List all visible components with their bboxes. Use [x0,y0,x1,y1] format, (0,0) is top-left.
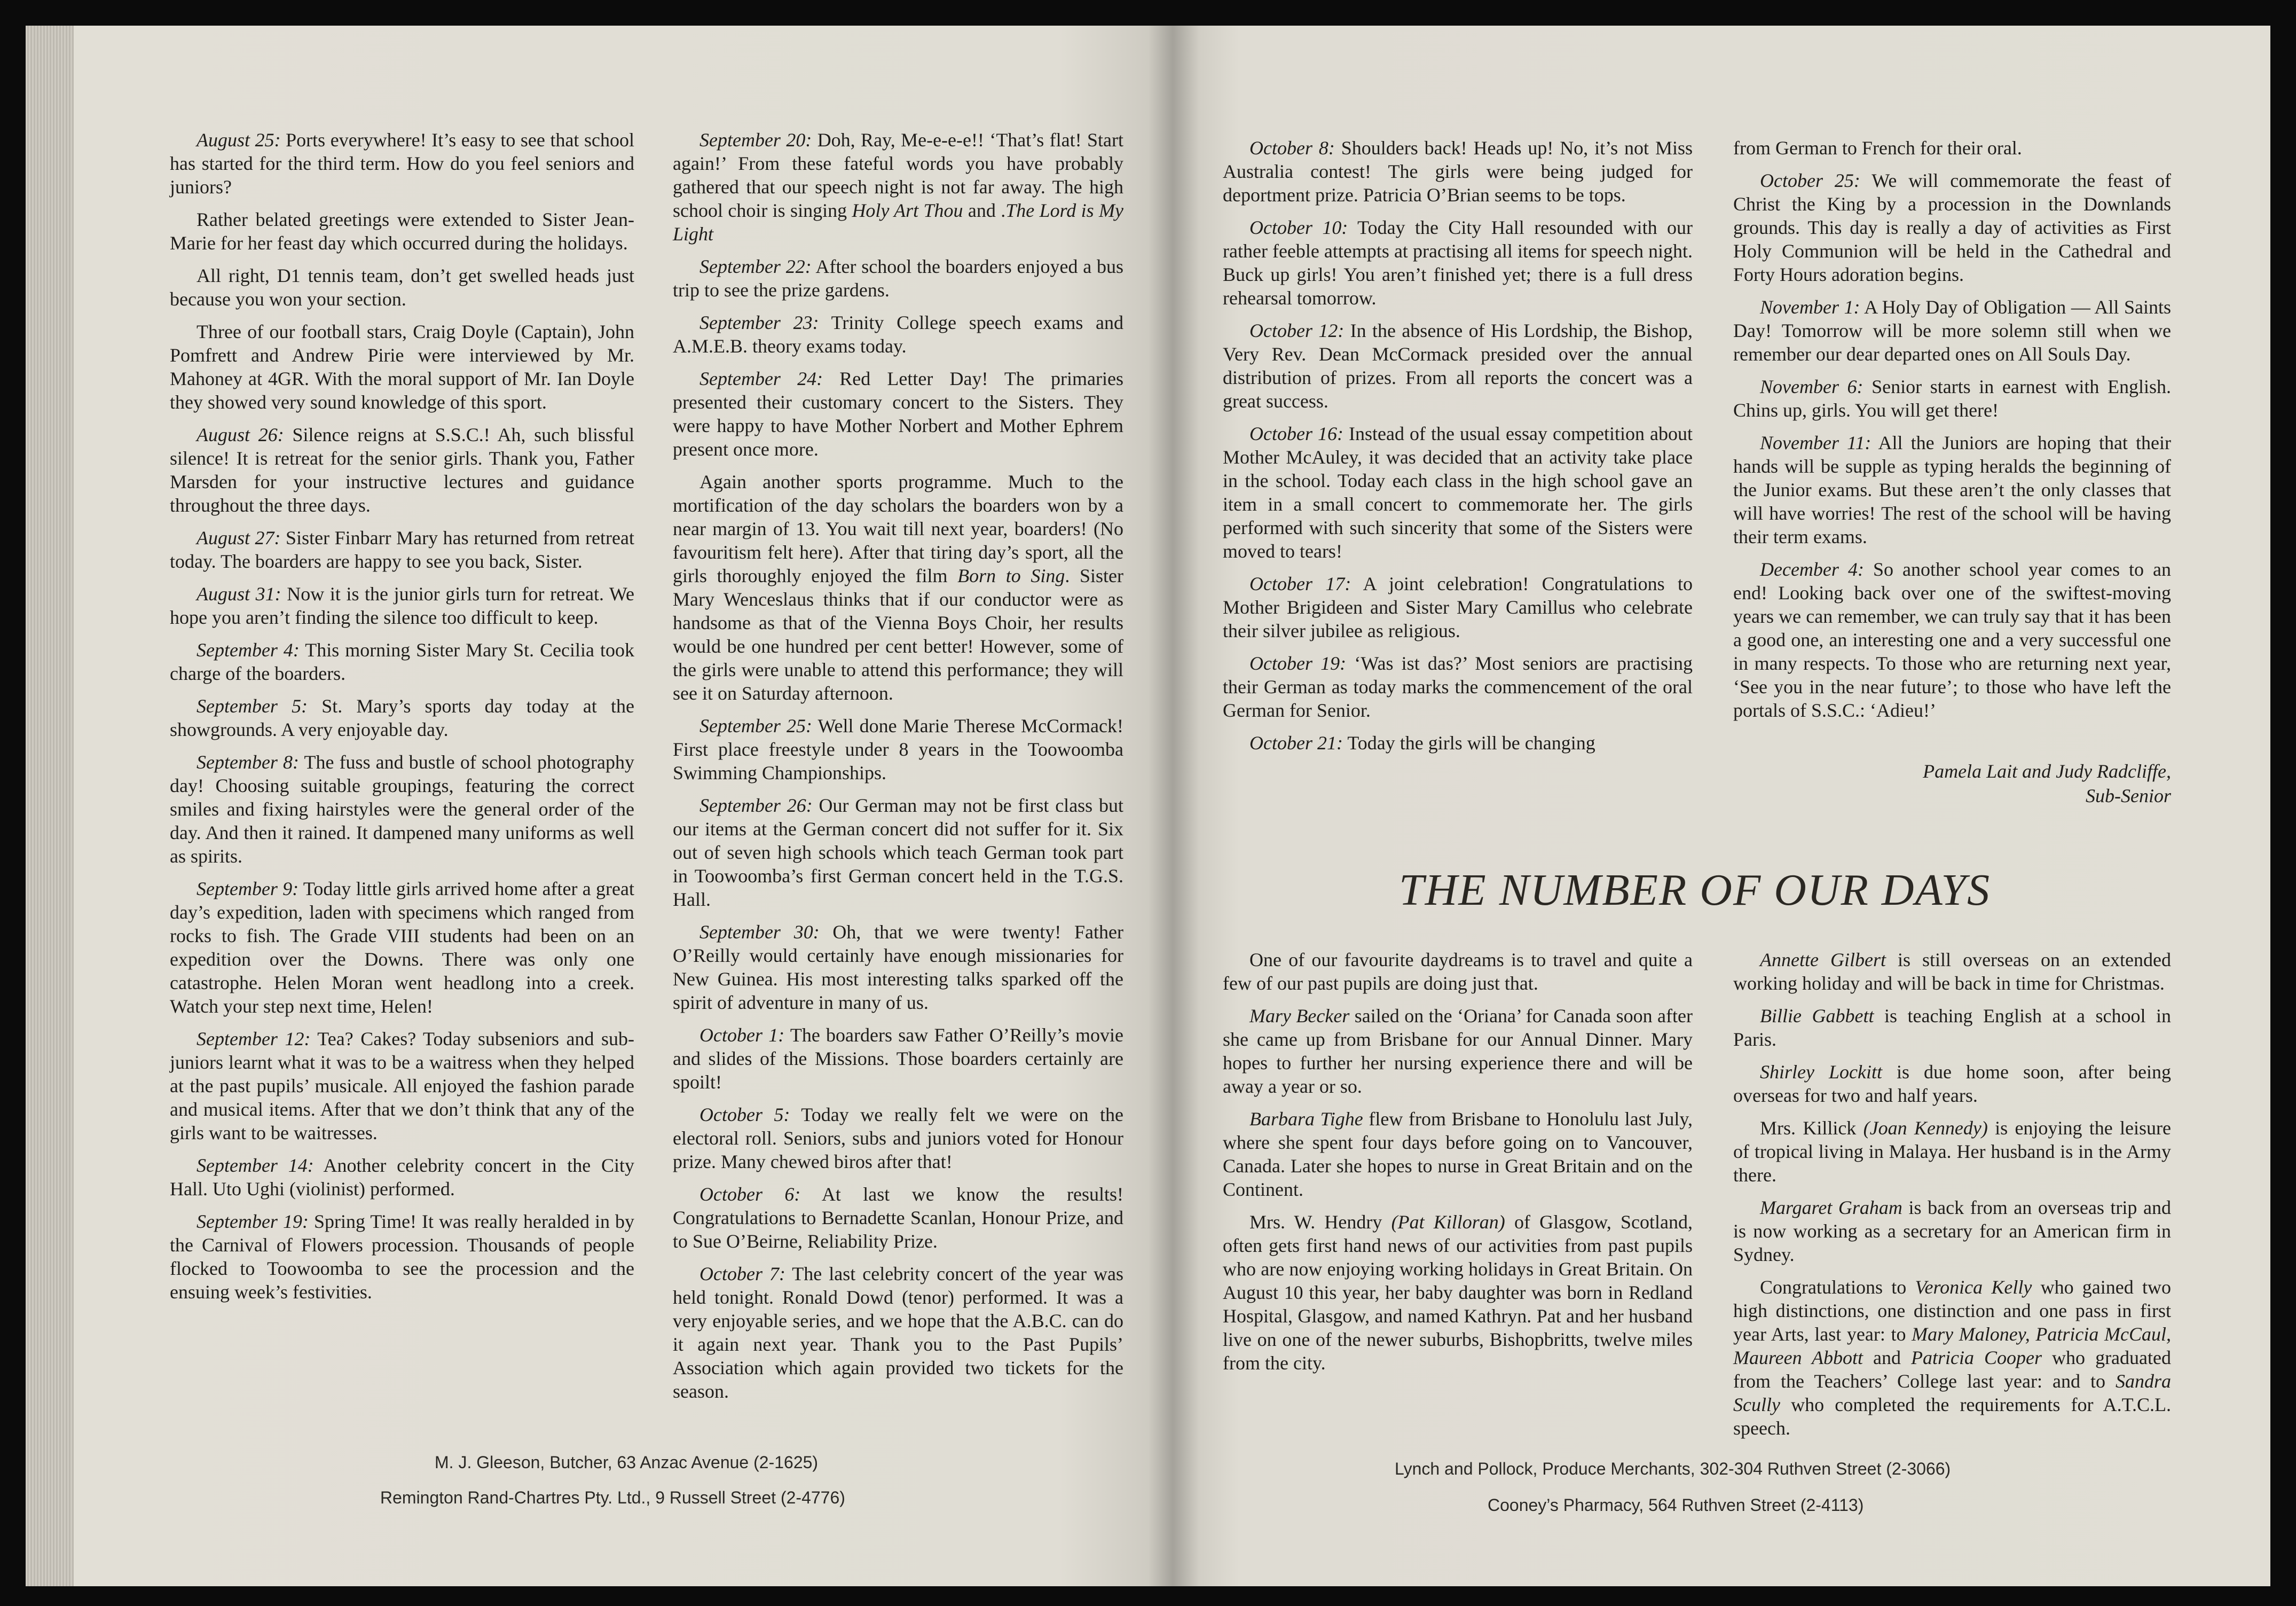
paragraph-text: Congratulations to [1760,1276,1915,1298]
paragraph [170,423,634,517]
paragraph-text: from German to French for their oral. [1733,137,2022,159]
italic-text: (Joan Kennedy) [1863,1117,1988,1139]
signature-block [1733,745,2171,808]
paragraph [1223,319,1693,413]
paragraph-text: Red Letter Day! The primaries presented their customary concert to the Sisters. They were happy to have Mother Norbert and Mother Ephrem present once more. [673,368,1123,460]
paragraph [1223,1107,1693,1201]
entry-date: September 30: [699,921,820,943]
paragraph [170,877,634,1018]
paragraph [170,1154,634,1201]
diary-column-4 [1733,136,2171,731]
pupil-name: Barbara Tighe [1249,1108,1363,1130]
paragraph-text: Today the City Hall resounded with our rather feeble attempts at practising all items for speech night. Buck up girls! You aren’t finished yet; there is a full dress rehearsal tomorrow. [1223,217,1693,309]
paragraph-text: Three of our football stars, Craig Doyle (Captain), John Pomfrett and Andrew Pirie were interviewed by Mr. Mahoney at 4GR. With the moral support of Mr. Ian Doyle they showed very sound knowledge of this sport. [170,321,634,413]
entry-date: September 23: [699,312,819,333]
paragraph [1733,1004,2171,1051]
italic-text: Mary Maloney, Patricia McCaul, Maureen Abbott [1733,1323,2171,1368]
paragraph-text: Sister Finbarr Mary has returned from retreat today. The boarders are happy to see you back, Sister. [170,527,634,572]
entry-date: August 31: [196,583,281,605]
paragraph [170,694,634,741]
entry-date: September 5: [196,695,308,717]
paragraph-text: St. Mary’s sports day today at the showgrounds. A very enjoyable day. [170,695,634,740]
paragraph [1733,1196,2171,1266]
advert-footer-line: Lynch and Pollock, Produce Merchants, 302-304 Ruthven Street (2-3066) [1395,1459,1951,1478]
paragraph [1223,216,1693,310]
paragraph-text: ‘Was ist das?’ Most seniors are practising their German as today marks the commencement of the oral German for Senior. [1223,653,1693,721]
entry-date: September 4: [196,639,300,661]
paragraph-text: The last celebrity concert of the year was held tonight. Ronald Dowd (tenor) performed. It was a very enjoyable series, and we hope that the A.B.C. can do it again next year. Thank you to the Past Pupils’ Association which again provided two tickets for the season. [673,1263,1123,1402]
entry-date: October 12: [1249,320,1344,341]
paragraph-text: Spring Time! It was really heralded in by the Carnival of Flowers procession. Thousands of people flocked to Toowoomba to see the procession and the ensuing week’s festivities. [170,1211,634,1303]
paragraph-text: Again another sports programme. Much to the mortification of the day scholars the boarders won by a near margin of 13. You wait till next year, boarders! (No favouritism felt here). After that tiring day’s sport, all the girls thoroughly enjoyed the film [673,471,1123,586]
past-pupils-column-2 [1733,948,2171,1449]
paragraph-text: Another celebrity concert in the City Hall. Uto Ughi (violinist) performed. [170,1155,634,1200]
section-title: THE NUMBER OF OUR DAYS [1399,865,1991,915]
paragraph [1223,422,1693,563]
paragraph-text: So another school year comes to an end! Looking back over one of the swiftest-moving years we can remember, we can truly say that it has been a good one, an interesting one and a very successful one in many respects. To those who are returning next year, ‘See you in the near future’; to those who have left the portals of S.S.C.: ‘Adieu!’ [1733,559,2171,721]
diary-column-3 [1223,136,1693,764]
diary-column-1 [170,128,634,1313]
paragraph-text: sailed on the ‘Oriana’ for Canada soon after she came up from Brisbane for our Annual Dinner. Mary hopes to further her nursing experience there and will be away a year or so. [1223,1005,1693,1097]
entry-date: October 5: [699,1104,790,1125]
paragraph [673,311,1123,358]
paragraph-text: is enjoying the leisure of tropical living in Malaya. Her husband is in the Army there. [1733,1117,2171,1186]
paragraph-text: All the Juniors are hoping that their hands will be supple as typing heralds the beginning of the Junior exams. But these aren’t the only classes that will have worries! The rest of the school will be having their term exams. [1733,432,2171,547]
entry-date: September 26: [699,795,813,816]
italic-text: Patricia Cooper [1911,1347,2042,1368]
paragraph [170,526,634,573]
entry-date: September 12: [196,1028,311,1049]
entry-date: October 1: [699,1024,785,1046]
book-gutter [1148,26,1199,1586]
paragraph [673,1103,1123,1173]
paragraph-text: Ports everywhere! It’s easy to see that school has started for the third term. How do you feel seniors and juniors? [170,129,634,198]
italic-text: Sandra Scully [1733,1370,2171,1415]
paragraph-text: Instead of the usual essay competition about Mother McAuley, it was decided that an activity take place in the school. Today each class in the high school gave an item in a small concert to commemorate her. The girls performed with such sincerity that some of the Sisters were moved to tears! [1223,423,1693,562]
paragraph [170,208,634,255]
paragraph [1733,1060,2171,1107]
paragraph [1733,1116,2171,1187]
paragraph-text: The boarders saw Father O’Reilly’s movie and slides of the Missions. Those boarders certainly are spoilt! [673,1024,1123,1093]
advert-footer-line: Cooney’s Pharmacy, 564 Ruthven Street (2-4113) [1488,1495,1864,1515]
entry-date: October 7: [699,1263,785,1284]
paragraph-text: Oh, that we were twenty! Father O’Reilly would certainly have enough missionaries for New Guinea. His most interesting talks sparked off the spirit of adventure in many of us. [673,921,1123,1013]
entry-date: September 19: [196,1211,309,1232]
entry-date: September 22: [699,256,812,277]
paragraph [170,1027,634,1145]
paragraph [1223,731,1693,755]
paragraph-text: Rather belated greetings were extended to Sister Jean-Marie for her feast day which occurred during the holidays. [170,209,634,254]
paragraph-text: of Glasgow, Scotland, often gets first hand news of our activities from past pupils who are now enjoying working holidays in Great Britain. On August 10 this year, her baby daughter was born in Redland Hospital, Glasgow, and named Kathryn. Pat and her husband live on one of the newer suburbs, Bishopbritts, twelve miles from the city. [1223,1211,1693,1374]
paragraph-text: Mrs. W. Hendry [1249,1211,1391,1233]
entry-date: September 8: [196,751,300,773]
paragraph-text: All right, D1 tennis team, don’t get swelled heads just because you won your section. [170,265,634,310]
paragraph [1733,1275,2171,1440]
italic-text: Holy Art Thou [852,200,963,221]
paragraph-text: Today the girls will be changing [1342,732,1595,754]
paragraph-text: Today we really felt we were on the electoral roll. Seniors, subs and juniors voted for Honour prize. Many chewed biros after that! [673,1104,1123,1172]
entry-date: September 20: [699,129,812,151]
advert-footer-line: Remington Rand-Chartres Pty. Ltd., 9 Russell Street (2-4776) [380,1488,845,1507]
paragraph-text: Now it is the junior girls turn for retreat. We hope you aren’t finding the silence too difficult to keep. [170,583,634,628]
diary-column-2 [673,128,1123,1412]
paragraph-text: Tea? Cakes? Today subseniors and sub-juniors learnt what it was to be a waitress when they helped at the past pupils’ musicale. All enjoyed the fashion parade and musical items. After that we don’t think that any of the girls want to be waitresses. [170,1028,635,1143]
paragraph [1223,572,1693,643]
entry-date: November 6: [1760,376,1863,397]
paragraph [673,920,1123,1014]
paragraph [170,638,634,685]
paragraph-text: who gained two high distinctions, one distinction and one pass in first year Arts, last year: to [1733,1276,2172,1345]
paragraph-text: Shoulders back! Heads up! No, it’s not Miss Australia contest! The girls were being judged for deportment prize. Patricia O’Brian seems to be tops. [1223,137,1693,206]
pupil-name: Shirley Lockitt [1760,1061,1882,1083]
paragraph [673,1182,1123,1253]
entry-date: October 19: [1249,653,1347,674]
past-pupils-column-1 [1223,948,1693,1384]
paragraph [170,128,634,199]
entry-date: September 9: [196,878,299,899]
entry-date: September 25: [699,715,813,737]
paragraph [1223,1004,1693,1098]
entry-date: November 11: [1760,432,1872,453]
paragraph [673,128,1123,246]
entry-date: October 21: [1249,732,1343,754]
paragraph-text: flew from Brisbane to Honolulu last July, where she spent four days before going on to Vancouver, Canada. Later she hopes to nurse in Great Britain and on the Continent. [1223,1108,1693,1200]
paragraph [1223,1210,1693,1375]
paragraph-text: Silence reigns at S.S.C.! Ah, such blissful silence! It is retreat for the senior girls. Thank you, Father Marsden for your instructive lectures and guidance throughout the three days. [170,424,634,516]
entry-date: October 25: [1760,170,1860,191]
entry-date: August 27: [196,527,281,549]
paragraph-text: We will commemorate the feast of Christ the King by a procession in the Downlands grounds. This day is really a day of activities as First Holy Communion will be held in the Cathedral and Forty Hours adoration begins. [1733,170,2171,285]
paragraph [1223,136,1693,207]
paragraph-text: is still overseas on an extended working holiday and will be back in time for Christmas. [1733,949,2171,994]
paragraph-text: who completed the requirements for A.T.C.L. speech. [1733,1394,2171,1439]
paragraph-text: The fuss and bustle of school photography day! Choosing suitable groupings, featuring the correct smiles and fixing hairstyles were the general order of the day. And then it rained. It dampened many uniforms as well as spirits. [170,751,635,867]
entry-date: October 6: [699,1184,801,1205]
paragraph [1733,431,2171,549]
paragraph [673,1023,1123,1094]
italic-text: Veronica Kelly [1915,1276,2032,1298]
paragraph-text: . Sister Mary Wenceslaus thinks that if our conductor were as handsome as that of the Vienna Boys Choir, her results would be one hundred per cent better! However, some of the girls were unable to attend this performance; they will see it on Saturday afternoon. [673,565,1123,704]
entry-date: November 1: [1760,296,1860,318]
paragraph-text: Senior starts in earnest with English. Chins up, girls. You will get there! [1733,376,2171,421]
paragraph-text: Mrs. Killick [1760,1117,1863,1139]
paragraph [170,750,634,868]
paragraph [1733,169,2171,286]
page-edge-stack [26,26,74,1586]
paragraph [673,1262,1123,1403]
paragraph [673,367,1123,461]
paragraph-text: is back from an overseas trip and is now working as a secretary for an American firm in Sydney. [1733,1197,2172,1265]
paragraph [170,264,634,311]
entry-date: September 14: [196,1155,314,1176]
paragraph-text: Trinity College speech exams and A.M.E.B. theory exams today. [673,312,1123,357]
pupil-name: Annette Gilbert [1760,949,1886,970]
paragraph-text: Our German may not be first class but our items at the German concert did not suffer for it. Six out of seven high schools which teach German took part in Toowoomba’s first German concert held in the T.G.S. Hall. [673,795,1123,910]
paragraph-text: Today little girls arrived home after a great day’s expedition, laden with specimens which ranged from rocks to fish. The Grade VIII students had been on an expedition over the Downs. There was only one catastrophe. Helen Moran went headlong into a creek. Watch your step next time, Helen! [170,878,634,1017]
paragraph-text: A Holy Day of Obligation — All Saints Day! Tomorrow will be more solemn still when we remember our dear departed ones on All Souls Day. [1733,296,2171,365]
signature-authors: Pamela Lait and Judy Radcliffe, [1923,761,2171,782]
entry-date: October 10: [1249,217,1348,238]
paragraph-text: who graduated from the Teachers’ College last year: and to [1733,1347,2171,1392]
paragraph-text: At last we know the results! Congratulations to Bernadette Scanlan, Honour Prize, and to Sue O’Beirne, Reliability Prize. [673,1184,1123,1252]
entry-date: October 17: [1249,573,1351,594]
paragraph-text: Well done Marie Therese McCormack! First place freestyle under 8 years in the Toowoomba Swimming Championships. [673,715,1123,784]
paragraph [170,1210,634,1304]
paragraph-text: . [1001,200,1006,221]
paragraph [1733,136,2171,160]
paragraph-text: and [963,200,1001,221]
advert-footer-line: M. J. Gleeson, Butcher, 63 Anzac Avenue (2-1625) [435,1453,819,1472]
paragraph [673,714,1123,785]
paragraph-text: One of our favourite daydreams is to travel and quite a few of our past pupils are doing just that. [1223,949,1693,994]
paragraph [1733,558,2171,722]
paragraph [1223,652,1693,722]
paragraph [1733,948,2171,995]
pupil-name: Mary Becker [1249,1005,1350,1027]
entry-date: August 25: [196,129,281,151]
paragraph [673,794,1123,911]
entry-date: October 8: [1249,137,1335,159]
italic-text: (Pat Killoran) [1391,1211,1505,1233]
paragraph [1733,375,2171,422]
paragraph-text: Doh, Ray, Me-e-e-e!! ‘That’s flat! Start again!’ From these fateful words you have probably gathered that our speech night is not far away. The high school choir is singing [673,129,1123,221]
entry-date: September 24: [699,368,823,389]
paragraph-text: is teaching English at a school in Paris. [1733,1005,2171,1050]
italic-text: The Lord is My Light [673,200,1123,245]
entry-date: August 26: [196,424,284,445]
signature-class: Sub-Senior [2086,785,2171,806]
paragraph-text: This morning Sister Mary St. Cecilia took charge of the boarders. [170,639,634,684]
italic-text: Born to Sing [957,565,1065,586]
paragraph-text: After school the boarders enjoyed a bus trip to see the prize gardens. [673,256,1123,301]
paragraph-text: and [1862,1347,1912,1368]
entry-date: October 16: [1249,423,1343,444]
paragraph [170,320,634,414]
entry-date: December 4: [1760,559,1864,580]
paragraph-text: A joint celebration! Congratulations to Mother Brigideen and Sister Mary Camillus who celebrate their silver jubilee as religious. [1223,573,1693,641]
paragraph [170,582,634,629]
paragraph [1733,295,2171,366]
paragraph-text: In the absence of His Lordship, the Bishop, Very Rev. Dean McCormack presided over the annual distribution of prizes. From all reports the concert was a great success. [1223,320,1693,412]
pupil-name: Margaret Graham [1760,1197,1902,1218]
paragraph [673,470,1123,705]
pupil-name: Billie Gabbett [1760,1005,1874,1027]
paragraph [673,255,1123,302]
paragraph-text: is due home soon, after being overseas for two and half years. [1733,1061,2171,1106]
paragraph [1223,948,1693,995]
